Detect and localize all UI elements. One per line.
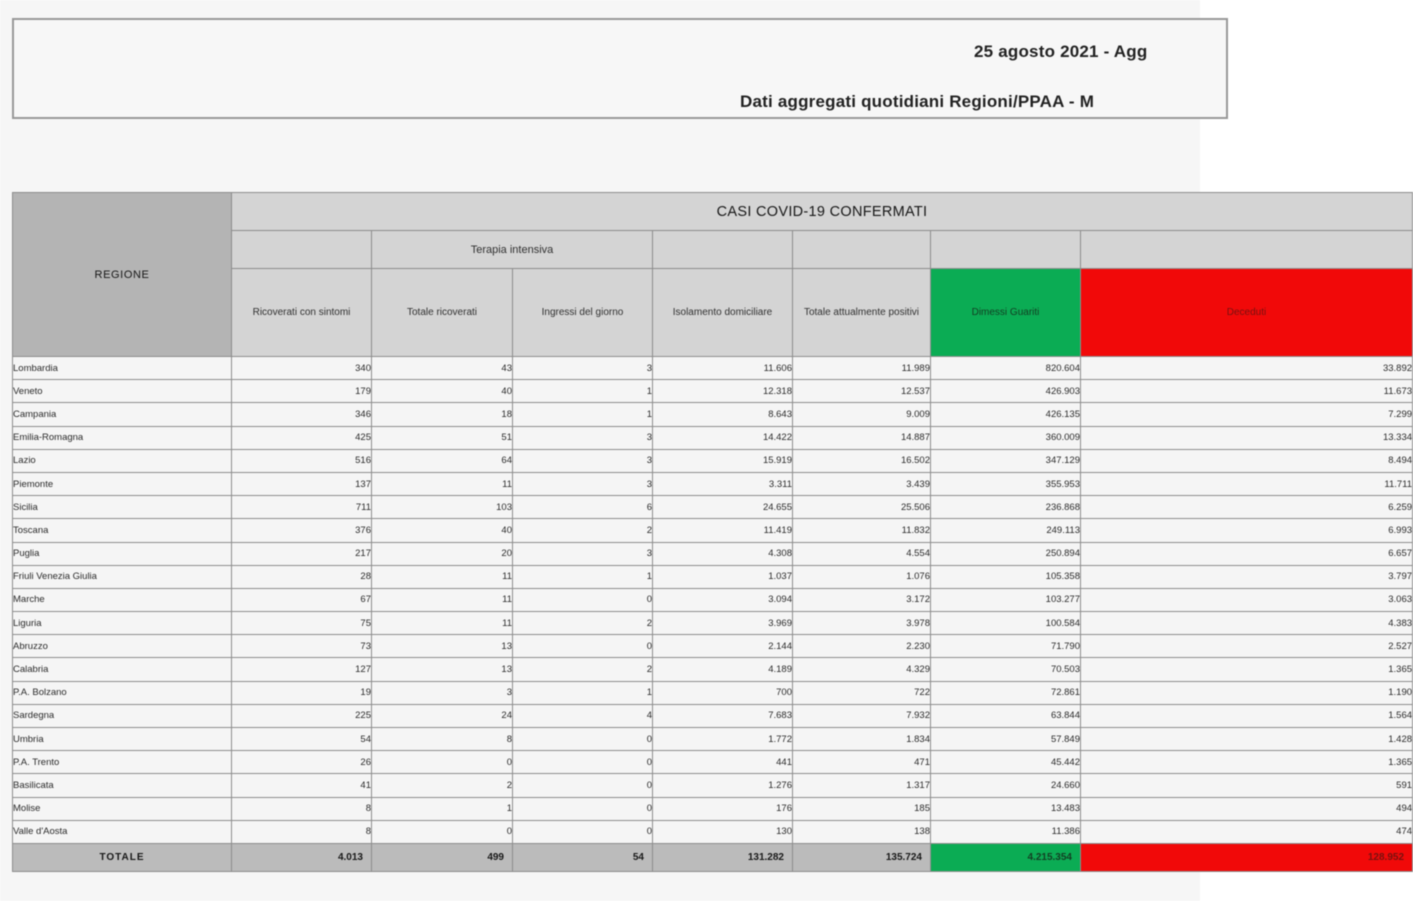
column-header-ti-totale: Totale ricoverati xyxy=(372,269,513,357)
cell-totale-positivi: 2.230 xyxy=(793,635,931,658)
cell-isolamento: 700 xyxy=(653,681,793,704)
cell-isolamento: 8.643 xyxy=(653,403,793,426)
cell-deceduti: 2.527 xyxy=(1081,635,1413,658)
cell-deceduti: 474 xyxy=(1081,820,1413,843)
cell-ricoverati: 179 xyxy=(232,380,372,403)
table-row xyxy=(13,403,1413,426)
cell-dimessi-guariti: 360.009 xyxy=(931,426,1081,449)
cell-ricoverati: 376 xyxy=(232,519,372,542)
cell-totale-positivi: 471 xyxy=(793,751,931,774)
cell-deceduti: 1.564 xyxy=(1081,704,1413,727)
cell-regione: Sicilia xyxy=(13,496,232,519)
cell-isolamento: 2.144 xyxy=(653,635,793,658)
cell-totale-positivi: 11.832 xyxy=(793,519,931,542)
table-row xyxy=(13,588,1413,611)
cell-regione: Calabria xyxy=(13,658,232,681)
cell-dimessi-guariti: 63.844 xyxy=(931,704,1081,727)
cell-totale-positivi: 722 xyxy=(793,681,931,704)
cell-deceduti: 8.494 xyxy=(1081,449,1413,472)
cell-ti-ingressi: 4 xyxy=(513,704,653,727)
cell-totale-positivi: 11.989 xyxy=(793,357,931,380)
cell-ricoverati: 217 xyxy=(232,542,372,565)
cell-regione: Molise xyxy=(13,797,232,820)
cell-ti-totale: 1 xyxy=(372,797,513,820)
table-row xyxy=(13,658,1413,681)
cell-isolamento: 3.094 xyxy=(653,588,793,611)
total-ti-totale: 499 xyxy=(372,843,513,871)
cell-dimessi-guariti: 13.483 xyxy=(931,797,1081,820)
cell-ricoverati: 8 xyxy=(232,797,372,820)
cell-dimessi-guariti: 24.660 xyxy=(931,774,1081,797)
cell-ti-ingressi: 0 xyxy=(513,820,653,843)
cell-dimessi-guariti: 250.894 xyxy=(931,542,1081,565)
cell-ti-ingressi: 0 xyxy=(513,728,653,751)
table-row xyxy=(13,472,1413,495)
cell-totale-positivi: 14.887 xyxy=(793,426,931,449)
cell-totale-positivi: 1.076 xyxy=(793,565,931,588)
table-footer xyxy=(13,843,1413,871)
spacer-isolamento xyxy=(653,231,793,269)
cell-ti-totale: 18 xyxy=(372,403,513,426)
table-row xyxy=(13,380,1413,403)
cell-isolamento: 4.189 xyxy=(653,658,793,681)
cell-totale-positivi: 12.537 xyxy=(793,380,931,403)
cell-totale-positivi: 3.978 xyxy=(793,612,931,635)
cell-dimessi-guariti: 70.503 xyxy=(931,658,1081,681)
cell-deceduti: 6.259 xyxy=(1081,496,1413,519)
cell-dimessi-guariti: 45.442 xyxy=(931,751,1081,774)
table-header xyxy=(13,193,1413,357)
table-row xyxy=(13,426,1413,449)
cell-regione: P.A. Trento xyxy=(13,751,232,774)
cell-totale-positivi: 9.009 xyxy=(793,403,931,426)
cell-ricoverati: 75 xyxy=(232,612,372,635)
cell-deceduti: 11.673 xyxy=(1081,380,1413,403)
cell-regione: Lazio xyxy=(13,449,232,472)
cell-deceduti: 1.190 xyxy=(1081,681,1413,704)
cell-ti-ingressi: 3 xyxy=(513,449,653,472)
table-row xyxy=(13,797,1413,820)
cell-ti-ingressi: 3 xyxy=(513,357,653,380)
group-header-casi-confermati: CASI COVID-19 CONFERMATI xyxy=(232,193,1413,231)
cell-regione: Piemonte xyxy=(13,472,232,495)
cell-deceduti: 1.365 xyxy=(1081,751,1413,774)
cell-ti-totale: 64 xyxy=(372,449,513,472)
cell-ti-ingressi: 1 xyxy=(513,681,653,704)
cell-dimessi-guariti: 820.604 xyxy=(931,357,1081,380)
cell-isolamento: 15.919 xyxy=(653,449,793,472)
cell-ti-ingressi: 2 xyxy=(513,658,653,681)
column-header-deceduti: Deceduti xyxy=(1081,269,1413,357)
cell-totale-positivi: 1.317 xyxy=(793,774,931,797)
cell-ricoverati: 346 xyxy=(232,403,372,426)
table-row xyxy=(13,820,1413,843)
column-header-totale-positivi: Totale attualmente positivi xyxy=(793,269,931,357)
cell-ti-totale: 40 xyxy=(372,380,513,403)
cell-ti-totale: 0 xyxy=(372,820,513,843)
cell-dimessi-guariti: 426.135 xyxy=(931,403,1081,426)
cell-regione: Sardegna xyxy=(13,704,232,727)
total-ti-ingressi: 54 xyxy=(513,843,653,871)
column-header-ricoverati-sintomi: Ricoverati con sintomi xyxy=(232,269,372,357)
cell-ti-ingressi: 3 xyxy=(513,542,653,565)
cell-deceduti: 13.334 xyxy=(1081,426,1413,449)
total-label: TOTALE xyxy=(13,843,232,871)
cell-regione: Friuli Venezia Giulia xyxy=(13,565,232,588)
column-header-dimessi-guariti: Dimessi Guariti xyxy=(931,269,1081,357)
cell-ricoverati: 127 xyxy=(232,658,372,681)
cell-ricoverati: 28 xyxy=(232,565,372,588)
cell-isolamento: 1.276 xyxy=(653,774,793,797)
cell-ti-ingressi: 1 xyxy=(513,403,653,426)
cell-isolamento: 14.422 xyxy=(653,426,793,449)
cell-regione: Veneto xyxy=(13,380,232,403)
cell-regione: Liguria xyxy=(13,612,232,635)
cell-ricoverati: 67 xyxy=(232,588,372,611)
cell-ti-totale: 0 xyxy=(372,751,513,774)
cell-ricoverati: 516 xyxy=(232,449,372,472)
cell-dimessi-guariti: 347.129 xyxy=(931,449,1081,472)
cell-deceduti: 33.892 xyxy=(1081,357,1413,380)
cell-dimessi-guariti: 11.386 xyxy=(931,820,1081,843)
total-ricoverati: 4.013 xyxy=(232,843,372,871)
cell-dimessi-guariti: 236.868 xyxy=(931,496,1081,519)
spacer-guariti xyxy=(931,231,1081,269)
table-total-row xyxy=(13,843,1413,871)
cell-deceduti: 7.299 xyxy=(1081,403,1413,426)
cell-ti-totale: 11 xyxy=(372,565,513,588)
cell-deceduti: 494 xyxy=(1081,797,1413,820)
total-totale-positivi: 135.724 xyxy=(793,843,931,871)
covid-region-table xyxy=(12,192,1413,872)
total-deceduti: 128.952 xyxy=(1081,843,1413,871)
cell-deceduti: 1.365 xyxy=(1081,658,1413,681)
table-row xyxy=(13,519,1413,542)
table-row xyxy=(13,357,1413,380)
cell-ti-ingressi: 0 xyxy=(513,588,653,611)
cell-regione: Valle d'Aosta xyxy=(13,820,232,843)
cell-ricoverati: 41 xyxy=(232,774,372,797)
cell-isolamento: 7.683 xyxy=(653,704,793,727)
cell-dimessi-guariti: 72.861 xyxy=(931,681,1081,704)
cell-dimessi-guariti: 249.113 xyxy=(931,519,1081,542)
cell-deceduti: 4.383 xyxy=(1081,612,1413,635)
cell-deceduti: 6.993 xyxy=(1081,519,1413,542)
cell-ricoverati: 19 xyxy=(232,681,372,704)
cell-totale-positivi: 1.834 xyxy=(793,728,931,751)
cell-isolamento: 24.655 xyxy=(653,496,793,519)
cell-ti-totale: 20 xyxy=(372,542,513,565)
cell-deceduti: 3.797 xyxy=(1081,565,1413,588)
cell-isolamento: 1.037 xyxy=(653,565,793,588)
cell-ricoverati: 340 xyxy=(232,357,372,380)
cell-ti-totale: 2 xyxy=(372,774,513,797)
cell-ti-ingressi: 0 xyxy=(513,797,653,820)
column-header-isolamento: Isolamento domiciliare xyxy=(653,269,793,357)
cell-dimessi-guariti: 426.903 xyxy=(931,380,1081,403)
spacer-ricoverati xyxy=(232,231,372,269)
cell-totale-positivi: 4.329 xyxy=(793,658,931,681)
cell-dimessi-guariti: 71.790 xyxy=(931,635,1081,658)
cell-ti-ingressi: 1 xyxy=(513,380,653,403)
cell-ti-totale: 24 xyxy=(372,704,513,727)
table-row xyxy=(13,542,1413,565)
cell-isolamento: 4.308 xyxy=(653,542,793,565)
cell-isolamento: 441 xyxy=(653,751,793,774)
cell-deceduti: 3.063 xyxy=(1081,588,1413,611)
table-body xyxy=(13,357,1413,844)
cell-ricoverati: 137 xyxy=(232,472,372,495)
cell-isolamento: 3.969 xyxy=(653,612,793,635)
table-row xyxy=(13,612,1413,635)
report-date-line: 25 agosto 2021 - Agg xyxy=(974,42,1148,61)
cell-ti-ingressi: 6 xyxy=(513,496,653,519)
cell-ricoverati: 8 xyxy=(232,820,372,843)
column-header-regione: REGIONE xyxy=(13,193,232,357)
column-header-ti-ingressi: Ingressi del giorno xyxy=(513,269,653,357)
cell-totale-positivi: 7.932 xyxy=(793,704,931,727)
cell-regione: Toscana xyxy=(13,519,232,542)
cell-ti-ingressi: 3 xyxy=(513,472,653,495)
cell-dimessi-guariti: 355.953 xyxy=(931,472,1081,495)
cell-regione: Emilia-Romagna xyxy=(13,426,232,449)
cell-totale-positivi: 138 xyxy=(793,820,931,843)
cell-deceduti: 11.711 xyxy=(1081,472,1413,495)
table-row xyxy=(13,496,1413,519)
cell-isolamento: 12.318 xyxy=(653,380,793,403)
cell-totale-positivi: 25.506 xyxy=(793,496,931,519)
cell-ti-totale: 11 xyxy=(372,612,513,635)
cell-regione: Puglia xyxy=(13,542,232,565)
cell-ricoverati: 425 xyxy=(232,426,372,449)
cell-dimessi-guariti: 103.277 xyxy=(931,588,1081,611)
cell-ti-ingressi: 0 xyxy=(513,774,653,797)
report-subtitle-line: Dati aggregati quotidiani Regioni/PPAA - M xyxy=(740,92,1095,111)
table-row xyxy=(13,751,1413,774)
cell-regione: Basilicata xyxy=(13,774,232,797)
cell-ricoverati: 711 xyxy=(232,496,372,519)
table-row xyxy=(13,728,1413,751)
table-row xyxy=(13,449,1413,472)
cell-ti-ingressi: 3 xyxy=(513,426,653,449)
cell-ti-totale: 8 xyxy=(372,728,513,751)
cell-totale-positivi: 3.439 xyxy=(793,472,931,495)
cell-regione: Umbria xyxy=(13,728,232,751)
spacer-positivi xyxy=(793,231,931,269)
cell-totale-positivi: 3.172 xyxy=(793,588,931,611)
total-dimessi-guariti: 4.215.354 xyxy=(931,843,1081,871)
cell-regione: P.A. Bolzano xyxy=(13,681,232,704)
cell-regione: Lombardia xyxy=(13,357,232,380)
cell-ti-ingressi: 0 xyxy=(513,751,653,774)
cell-ti-totale: 13 xyxy=(372,635,513,658)
cell-dimessi-guariti: 57.849 xyxy=(931,728,1081,751)
cell-ti-ingressi: 0 xyxy=(513,635,653,658)
cell-dimessi-guariti: 105.358 xyxy=(931,565,1081,588)
cell-isolamento: 176 xyxy=(653,797,793,820)
cell-deceduti: 6.657 xyxy=(1081,542,1413,565)
table-row xyxy=(13,635,1413,658)
table-row xyxy=(13,704,1413,727)
cell-ricoverati: 73 xyxy=(232,635,372,658)
cell-ti-totale: 51 xyxy=(372,426,513,449)
cell-ti-ingressi: 1 xyxy=(513,565,653,588)
cell-isolamento: 130 xyxy=(653,820,793,843)
report-title-box xyxy=(12,18,1228,119)
cell-ti-totale: 43 xyxy=(372,357,513,380)
spacer-deceduti xyxy=(1081,231,1413,269)
cell-ricoverati: 225 xyxy=(232,704,372,727)
cell-ti-totale: 103 xyxy=(372,496,513,519)
cell-regione: Campania xyxy=(13,403,232,426)
cell-isolamento: 11.419 xyxy=(653,519,793,542)
table-row xyxy=(13,774,1413,797)
total-isolamento: 131.282 xyxy=(653,843,793,871)
cell-deceduti: 1.428 xyxy=(1081,728,1413,751)
cell-regione: Marche xyxy=(13,588,232,611)
cell-ti-ingressi: 2 xyxy=(513,612,653,635)
cell-dimessi-guariti: 100.584 xyxy=(931,612,1081,635)
table-row xyxy=(13,565,1413,588)
table-row xyxy=(13,681,1413,704)
cell-totale-positivi: 4.554 xyxy=(793,542,931,565)
cell-totale-positivi: 185 xyxy=(793,797,931,820)
cell-ti-totale: 11 xyxy=(372,588,513,611)
cell-deceduti: 591 xyxy=(1081,774,1413,797)
group-header-terapia-intensiva: Terapia intensiva xyxy=(372,231,653,269)
cell-ti-ingressi: 2 xyxy=(513,519,653,542)
cell-ti-totale: 11 xyxy=(372,472,513,495)
cell-ti-totale: 13 xyxy=(372,658,513,681)
cell-ti-totale: 3 xyxy=(372,681,513,704)
cell-regione: Abruzzo xyxy=(13,635,232,658)
cell-isolamento: 1.772 xyxy=(653,728,793,751)
cell-isolamento: 11.606 xyxy=(653,357,793,380)
cell-isolamento: 3.311 xyxy=(653,472,793,495)
cell-ricoverati: 26 xyxy=(232,751,372,774)
cell-totale-positivi: 16.502 xyxy=(793,449,931,472)
cell-ricoverati: 54 xyxy=(232,728,372,751)
table-header-band xyxy=(13,193,1413,231)
cell-ti-totale: 40 xyxy=(372,519,513,542)
